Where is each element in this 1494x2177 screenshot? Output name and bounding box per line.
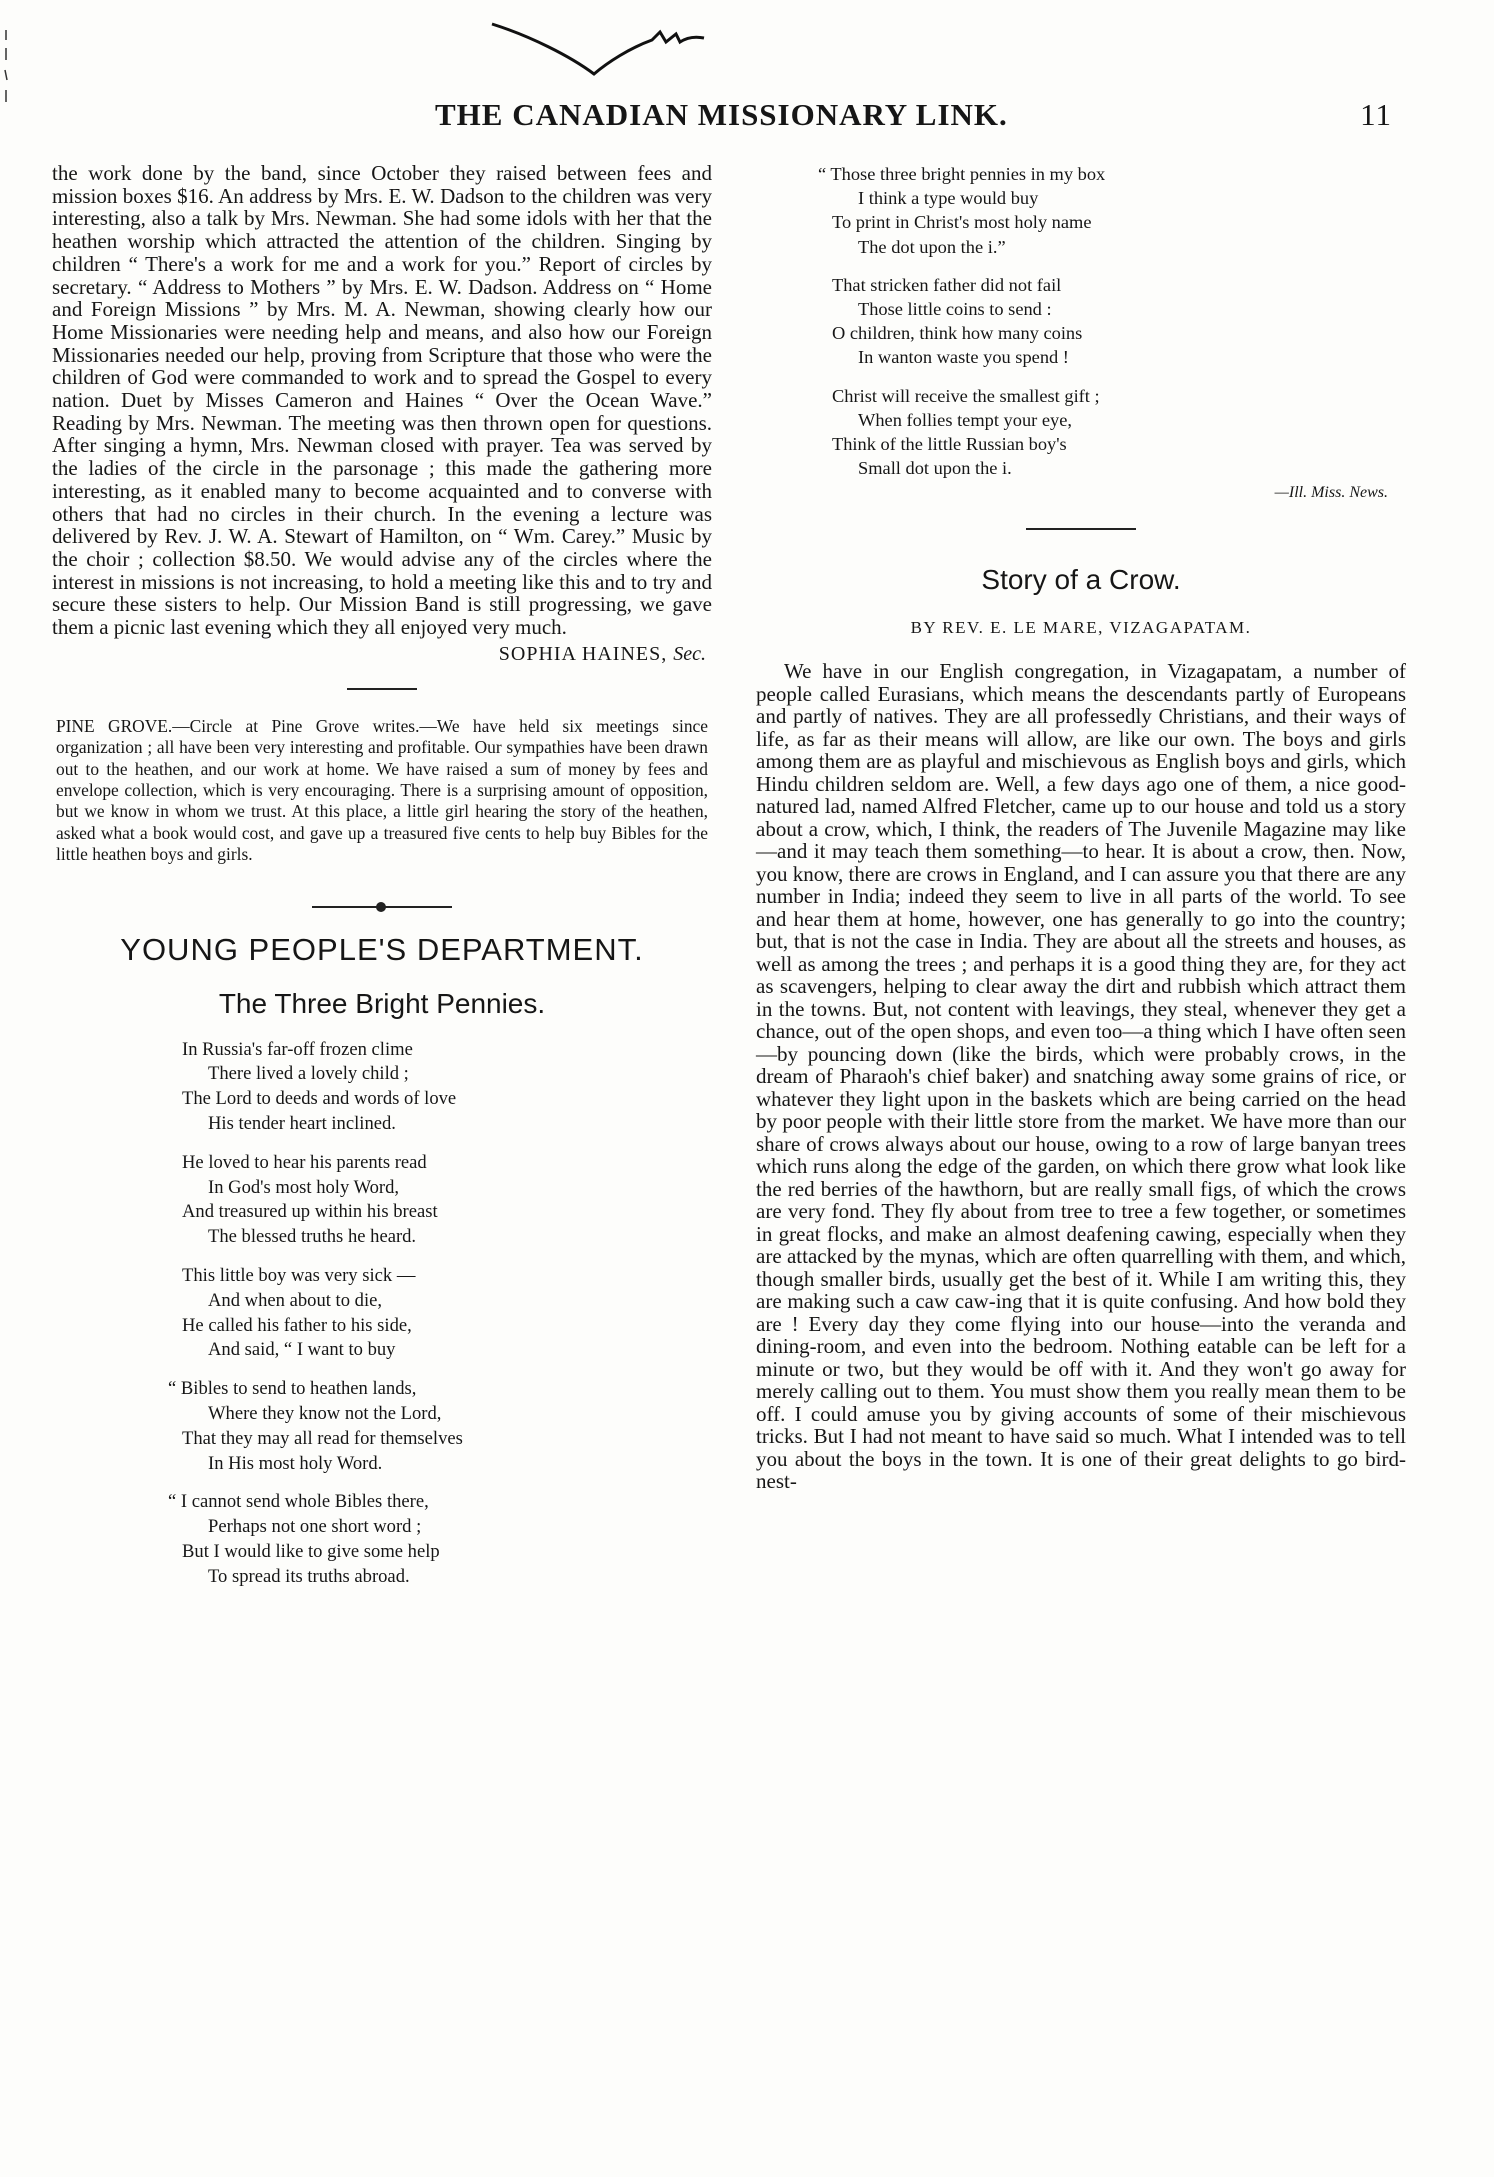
poem-line: And when about to die,	[208, 1289, 383, 1311]
poem-line: Christ will receive the smallest gift ;	[832, 385, 1100, 406]
right-column	[756, 162, 1406, 1493]
poem-line: The Lord to deeds and words of love	[182, 1088, 457, 1110]
poem-line: In God's most holy Word,	[208, 1176, 400, 1198]
poem-line: His tender heart inclined.	[208, 1113, 396, 1134]
left-column	[52, 162, 712, 1604]
ornament-divider	[312, 900, 452, 914]
poem-line: Small dot upon the i.	[858, 458, 1012, 479]
poem-stanza	[168, 1377, 712, 1476]
poem-line: “ Bibles to send to heathen lands,	[168, 1378, 417, 1400]
poem-line: This little boy was very sick —	[182, 1264, 416, 1286]
section-divider	[1026, 528, 1136, 530]
poem-stanza	[182, 1151, 712, 1250]
poem-line: To print in Christ's most holy name	[832, 212, 1092, 233]
poem-stanza	[182, 1264, 712, 1363]
poem-line: Where they know not the Lord,	[208, 1402, 442, 1424]
poem-right	[756, 162, 1406, 480]
poem-line: “ I cannot send whole Bibles there,	[168, 1491, 429, 1513]
signature-name: SOPHIA HAINES,	[498, 642, 668, 665]
poem-line: “ Those three bright pennies in my box	[818, 164, 1106, 184]
poem-stanza	[818, 162, 1406, 259]
story-paragraph: We have in our English congregation, in Vizagapatam, a number of people called Eurasians, which means the descendants partly of Europeans and partly of natives. They are all professedly Christians, and their ways of life, as far as their means will allow, are like our own. The boys and girls among them are as playful and mischievous as English boys and girls, which Hindu children seldom are. Well, a few days ago one of them, a nice good-natured lad, named Alfred Fletcher, came up to our house and told us a story about a crow, which, I think, the readers of The Juvenile Magazine may like—and it may teach them something—to hear. It is about a crow, then. Now, you know, there are crows in England, and I can assure you that there are any number in India; indeed they seem to live in all parts of the world. To see and hear them at home, however, one has generally to go into the country; but, that is not the case in India. They are about all the streets and houses, as well as among the trees ; and perhaps it is a good thing they are, for they act as scavengers, helping to clear away the dirt and rubbish which attract them in the towns. But, not content with leavings, they steal, whenever they get a chance, out of the open shops, and even too—a thing which I have often seen—by pouncing down (like the birds, which were probably crows, in the dream of Pharaoh's chief baker) and snatching away some grains of rice, or whatever they light upon in the baskets which are being carried on the head by poor people with their little store from the market. We have more than our share of crows always about our house, owing to a row of large banyan trees which runs along the edge of the garden, on which there grow what look like the red berries of the hawthorn, but are really small figs, of which the crows are very fond. They fly about from tree to tree a few together, or sometimes in great flocks, and make an almost deafening cawing, especially when they are attacked by the mynas, which are often quarrelling with them, and which, though smaller birds, usually get the best of it. While I am writing this, they are making such a caw caw-ing that it is quite confusing. And how bold they are ! Every day they come flying into our house—into the veranda and dining-room, and even into the bedroom. Nothing eatable can be left for a minute or two, but they would be off with it. And they won't go away for merely calling out to them. You must show them you really mean them to be off. I could amuse you by giving accounts of some of their mischievous tricks. But I had not meant to have said so much. What I intended was to tell you about the boys in the town. It is one of their great delights to go bird-nest-	[756, 659, 1406, 1494]
journal-title: THE CANADIAN MISSIONARY LINK.	[435, 97, 1008, 132]
poem-line: When follies tempt your eye,	[858, 409, 1072, 430]
poem-line: The dot upon the i.”	[858, 236, 1006, 257]
poem-stanza	[168, 1490, 712, 1589]
story-byline: BY REV. E. LE MARE, VIZAGAPATAM.	[910, 618, 1252, 638]
poem-line: That they may all read for themselves	[182, 1427, 463, 1449]
header-flourish-icon	[490, 18, 710, 88]
poem-line: In wanton waste you spend !	[858, 347, 1069, 368]
poem-line: And said, “ I want to buy	[208, 1339, 396, 1361]
poem-line: Think of the little Russian boy's	[832, 434, 1067, 455]
pine-grove-label: PINE GROVE.	[56, 715, 173, 736]
poem-line: In His most holy Word.	[208, 1452, 383, 1474]
poem-title: The Three Bright Pennies.	[218, 987, 546, 1019]
signature-role: Sec.	[673, 642, 706, 665]
poem-line: And treasured up within his breast	[182, 1201, 438, 1223]
section-divider	[347, 688, 417, 690]
poem-line: But I would like to give some help	[182, 1540, 440, 1562]
poem-line: O children, think how many coins	[832, 323, 1083, 344]
report-paragraph: the work done by the band, since October they raised between fees and mission boxes $16. An address by Mrs. E. W. Dadson to the children was very interesting, also a talk by Mrs. Newman. She had some idols with her that the heathen worship which attracted the attention of the children. Singing by children “ There's a work for me and a work for you.” Report of circles by secretary. “ Address to Mothers ” by Mrs. E. W. Dadson. Address on “ Home and Foreign Missions ” by Mrs. M. A. Newman, showing clearly how our Home Missionaries were needing help and means, and also how our Foreign Missionaries needed our help, proving from Scripture that those who were the children of God were commanded to work and to spread the Gospel to every nation. Duet by Misses Cameron and Haines “ Over the Ocean Wave.” Reading by Mrs. Newman. The meeting was then thrown open for questions. After singing a hymn, Mrs. Newman closed with prayer. Tea was served by the ladies of the circle in the parsonage ; this made the gathering more interesting, as it enabled many to become acquainted and to converse with others that had no circles in their church. In the evening a lecture was delivered by Rev. J. W. A. Stewart of Hamilton, on “ Wm. Carey.” Music by the choir ; collection $8.50. We would advise any of the circles where the interest in missions is not increasing, to hold a meeting like this and to try and secure these sisters to help. Our Mission Band is still progressing, we gave them a picnic last evening which they all enjoyed very much.	[52, 161, 712, 640]
margin-marks	[4, 30, 8, 120]
poem-line: Perhaps not one short word ;	[208, 1516, 422, 1538]
poem-line: There lived a lovely child ;	[208, 1063, 409, 1085]
poem-line: That stricken father did not fail	[832, 274, 1062, 295]
poem-line: He loved to hear his parents read	[182, 1151, 427, 1173]
page-header	[50, 97, 1392, 137]
poem-line: I think a type would buy	[858, 188, 1039, 209]
pine-grove-text: —Circle at Pine Grove writes.—We have held six meetings since organization ; all have been very interesting and profitable. Our sympathies have been drawn out to the heathen, and our work at home. We have raised a sum of money by fees and envelope collection, which is very encouraging. There is a surprising amount of opposition, but we know in whom we trust. At this place, a little girl hearing the story of the heathen, asked what a book would cost, and gave up a treasured five cents to help buy Bibles for the little heathen boys and girls.	[56, 715, 708, 865]
poem-stanza	[182, 1038, 712, 1137]
poem-line: He called his father to his side,	[182, 1314, 412, 1336]
poem-line: To spread its truths abroad.	[208, 1565, 410, 1587]
ornament-dot-icon	[376, 902, 386, 912]
poem-left	[52, 1038, 712, 1590]
poem-line: The blessed truths he heard.	[208, 1226, 417, 1248]
pine-grove-paragraph	[52, 716, 712, 866]
poem-line: In Russia's far-off frozen clime	[182, 1038, 413, 1060]
story-title: Story of a Crow.	[981, 564, 1181, 596]
department-title: YOUNG PEOPLE'S DEPARTMENT.	[120, 931, 644, 967]
page-number: 11	[1360, 97, 1392, 132]
poem-stanza	[832, 273, 1406, 370]
poem-line: Those little coins to send :	[858, 299, 1052, 320]
poem-credit: —Ill. Miss. News.	[1274, 484, 1388, 502]
report-signature	[52, 643, 706, 666]
poem-stanza	[832, 384, 1406, 481]
